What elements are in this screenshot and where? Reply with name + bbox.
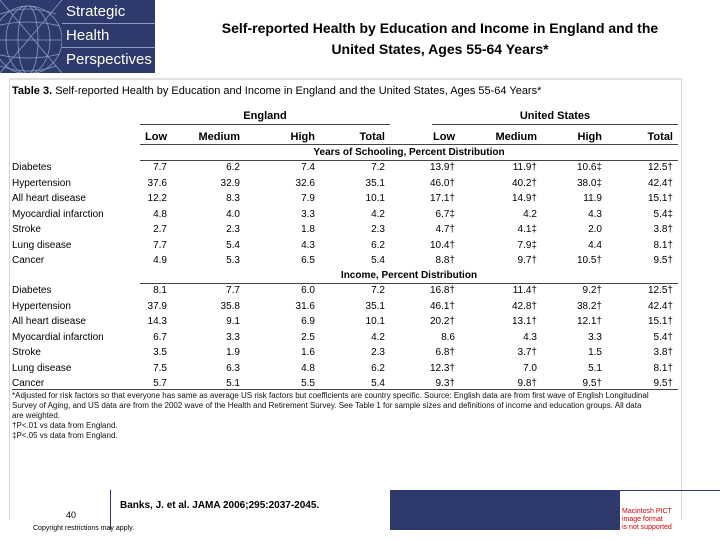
table-cell: 2.7 <box>153 224 167 235</box>
footnote-line: †P<.01 vs data from England. <box>12 421 118 430</box>
table-cell: 7.9 <box>301 193 315 204</box>
slide-title-line: United States, Ages 55-64 Years* <box>331 41 549 57</box>
column-header: High <box>577 131 602 143</box>
table-cell: 3.8† <box>653 347 673 358</box>
table-cell: 3.3 <box>301 208 315 220</box>
table-cell: 10.6‡ <box>576 162 602 173</box>
table-cell: 4.2 <box>371 208 385 220</box>
table-cell: 1.9 <box>226 347 240 358</box>
footnote-line: are weighted. <box>12 411 61 420</box>
table-cell: 4.3 <box>301 239 315 251</box>
table-cell: 5.1 <box>226 378 240 389</box>
table-cell: 5.5 <box>301 378 315 389</box>
table-cell: 8.1† <box>653 239 673 251</box>
table-cell: 6.5 <box>301 255 315 266</box>
table-cell: 4.2 <box>371 331 385 343</box>
table-cell: 2.3 <box>371 224 385 235</box>
table-cell: 6.3 <box>226 362 240 374</box>
table-cell: 9.5† <box>653 378 673 389</box>
row-label: Myocardial infarction <box>12 331 104 343</box>
table-cell: 40.2† <box>511 177 537 189</box>
table-cell: 2.0 <box>588 224 602 235</box>
logo-divider <box>62 23 155 24</box>
table-cell: 7.0 <box>523 362 537 374</box>
row-label: Diabetes <box>12 162 52 173</box>
table-cell: 1.5 <box>588 347 602 358</box>
unsupported-image-notice <box>622 508 720 532</box>
table-cell: 2.3 <box>226 224 240 235</box>
footer-divider <box>110 490 111 530</box>
table-cell: 9.1 <box>226 316 240 327</box>
table-cell: 6.7 <box>153 331 167 343</box>
table-cell: 4.9 <box>153 255 167 266</box>
row-label: Lung disease <box>12 239 72 251</box>
table-cell: 12.5† <box>647 162 673 173</box>
logo-text-line: Strategic <box>66 3 126 20</box>
table-cell: 10.1 <box>365 193 385 204</box>
table-cell: 7.5 <box>153 362 167 374</box>
table-cell: 5.4 <box>226 239 240 251</box>
row-label: Cancer <box>12 378 45 389</box>
table-cell: 8.3 <box>226 193 240 204</box>
row-label: Lung disease <box>12 362 72 374</box>
footnote-line: Survey of Aging, and US data are from the 2002 wave of the Health and Retirement Survey. See Table 1 for sample sizes and definitions of income and education groups. All data <box>12 401 642 410</box>
table-cell: 10.5† <box>576 255 602 266</box>
table-cell: 14.9† <box>511 193 537 204</box>
table-cell: 38.0‡ <box>576 177 602 189</box>
table-cell: 10.1 <box>365 316 385 327</box>
footnote-line: *Adjusted for risk factors so that everyone has same as average US risk factors but coefficients are country specific. Source: English data are from first wave of English Longitudinal <box>12 391 649 400</box>
table-cell: 42.4† <box>647 177 673 189</box>
column-header: High <box>290 131 315 143</box>
row-label: All heart disease <box>12 316 86 327</box>
table-cell: 42.8† <box>511 300 537 312</box>
table-cell: 9.5† <box>653 255 673 266</box>
logo-text-line: Health <box>66 27 110 44</box>
table-cell: 12.1† <box>576 316 602 327</box>
table-cell: 15.1† <box>647 316 673 327</box>
table-cell: 38.2† <box>576 300 602 312</box>
column-header: Total <box>647 131 673 143</box>
table-cell: 35.1 <box>365 300 385 312</box>
table-cell: 12.2 <box>147 193 167 204</box>
table-cell: 11.9† <box>512 162 537 173</box>
slide-title-line: Self-reported Health by Education and Income in England and the <box>221 20 659 36</box>
table-cell: 6.2 <box>371 362 385 374</box>
table-footnotes <box>12 391 682 441</box>
table-cell: 12.3† <box>429 362 455 374</box>
table-cell: 9.3† <box>435 378 455 389</box>
table-cell: 3.3 <box>226 331 240 343</box>
table-cell: 16.8† <box>429 285 455 296</box>
table-cell: 6.0 <box>301 285 315 296</box>
copyright-notice: Copyright restrictions may apply. <box>33 525 135 532</box>
group-underline <box>432 124 678 125</box>
table-cell: 37.9 <box>147 300 167 312</box>
table-caption-text: Self-reported Health by Education and Income in England and the United States, Ages 55-64 Years* <box>55 85 542 97</box>
table-cell: 5.3 <box>226 255 240 266</box>
table-cell: 5.4‡ <box>653 208 673 220</box>
logo <box>0 0 155 73</box>
citation: Banks, J. et al. JAMA 2006;295:2037-2045. <box>120 500 320 511</box>
table-cell: 7.2 <box>371 162 385 173</box>
table-cell: 4.8 <box>153 208 167 220</box>
table-cell: 4.7† <box>435 224 455 235</box>
table-cell: 3.8† <box>653 224 673 235</box>
table-cell: 5.4 <box>371 378 385 389</box>
table-cell: 8.6 <box>441 331 455 343</box>
table-cell: 3.5 <box>153 347 167 358</box>
slide-title <box>175 18 705 60</box>
section-underline <box>140 283 678 284</box>
table-cell: 4.0 <box>226 208 240 220</box>
table-cell: 7.7 <box>226 285 240 296</box>
group-underline <box>140 124 390 125</box>
footnote-line: ‡P<.05 vs data from England. <box>12 431 118 440</box>
section-underline <box>140 160 678 161</box>
logo-text-line: Perspectives <box>66 51 152 68</box>
row-label: Myocardial infarction <box>12 208 104 220</box>
column-header: Medium <box>495 131 537 143</box>
group-header-united-states: United States <box>519 110 591 122</box>
table-cell: 9.8† <box>517 378 537 389</box>
row-label: All heart disease <box>12 193 86 204</box>
table-top-rule <box>9 78 682 80</box>
table-cell: 8.1† <box>653 362 673 374</box>
table-cell: 4.3 <box>523 331 537 343</box>
table-cell: 4.2 <box>523 208 537 220</box>
table-caption-number: Table 3. <box>12 85 53 97</box>
table-cell: 7.7 <box>153 239 167 251</box>
page-number: 40 <box>66 510 77 520</box>
table-cell: 8.1 <box>153 285 167 296</box>
table-cell: 3.7† <box>517 347 537 358</box>
table-cell: 17.1† <box>429 193 455 204</box>
row-label: Hypertension <box>12 177 71 189</box>
table-cell: 13.1† <box>511 316 537 327</box>
warning-line: Macintosh PICT <box>622 508 672 515</box>
table-cell: 1.8 <box>301 224 315 235</box>
table-cell: 1.6 <box>301 347 315 358</box>
table-cell: 3.3 <box>588 331 602 343</box>
table-cell: 14.3 <box>147 316 167 327</box>
section-heading: Years of Schooling, Percent Distribution <box>313 147 505 158</box>
table-cell: 15.1† <box>647 193 673 204</box>
table-cell: 4.1‡ <box>517 224 537 235</box>
table-cell: 35.1 <box>365 177 385 189</box>
table-cell: 9.5† <box>582 378 602 389</box>
table-cell: 20.2† <box>429 316 455 327</box>
column-header: Medium <box>198 131 240 143</box>
table-cell: 32.9 <box>220 177 240 189</box>
table-caption <box>12 85 541 97</box>
table-cell: 7.4 <box>301 162 315 173</box>
table-cell: 5.4† <box>653 331 673 343</box>
warning-line: image format <box>622 516 663 523</box>
table-cell: 9.7† <box>517 255 537 266</box>
table-cell: 4.4 <box>588 239 602 251</box>
table-cell: 11.4† <box>512 285 537 296</box>
table-cell: 5.1 <box>588 362 602 374</box>
table-cell: 2.5 <box>301 331 315 343</box>
table-cell: 6.2 <box>371 239 385 251</box>
row-label: Stroke <box>12 347 41 358</box>
warning-line: is not supported <box>622 524 672 531</box>
table-cell: 6.7‡ <box>435 208 455 220</box>
column-header: Low <box>433 131 455 143</box>
table-cell: 35.8 <box>220 300 240 312</box>
table-cell: 2.3 <box>371 347 385 358</box>
table-cell: 46.0† <box>429 177 455 189</box>
column-header: Total <box>359 131 385 143</box>
table-cell: 6.2 <box>226 162 240 173</box>
table-cell: 11.9 <box>583 193 602 204</box>
table-cell: 32.6 <box>295 177 315 189</box>
table-cell: 4.3 <box>588 208 602 220</box>
table-cell: 5.7 <box>153 378 167 389</box>
footer-color-bar <box>390 490 620 530</box>
table-cell: 42.4† <box>647 300 673 312</box>
row-label: Hypertension <box>12 300 71 312</box>
table-cell: 7.9‡ <box>517 239 537 251</box>
header-underline <box>140 144 678 145</box>
table-cell: 7.2 <box>371 285 385 296</box>
group-header-england: England <box>243 110 287 122</box>
table-cell: 6.8† <box>435 347 455 358</box>
table-cell: 37.6 <box>147 177 167 189</box>
table-cell: 4.8 <box>301 362 315 374</box>
table-bottom-rule <box>12 389 678 390</box>
table-cell: 10.4† <box>429 239 455 251</box>
table-cell: 12.5† <box>647 285 673 296</box>
row-label: Cancer <box>12 255 45 266</box>
column-header: Low <box>145 131 167 143</box>
table-cell: 7.7 <box>153 162 167 173</box>
table-cell: 31.6 <box>295 300 315 312</box>
table-cell: 5.4 <box>371 255 385 266</box>
globe-icon <box>0 0 62 73</box>
row-label: Stroke <box>12 224 41 235</box>
table-cell: 13.9† <box>429 162 455 173</box>
table-cell: 46.1† <box>429 300 455 312</box>
table-cell: 8.8† <box>435 255 455 266</box>
table-cell: 6.9 <box>301 316 315 327</box>
logo-divider <box>62 47 155 48</box>
section-heading: Income, Percent Distribution <box>340 270 478 281</box>
table-cell: 9.2† <box>582 285 602 296</box>
row-label: Diabetes <box>12 285 52 296</box>
